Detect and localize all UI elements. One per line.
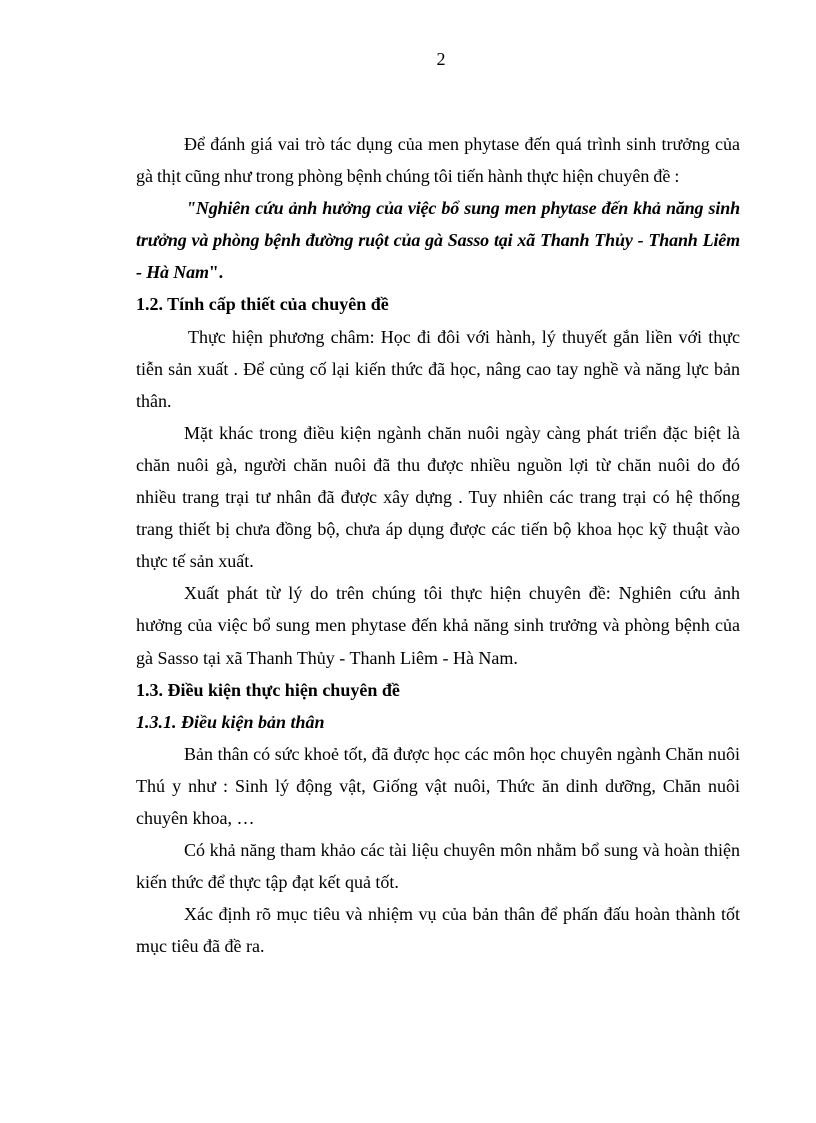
section-1-3-1-paragraph-2: Có khả năng tham khảo các tài liệu chuyên môn nhằm bổ sung và hoàn thiện kiến thức để thực tập đạt kết quả tốt.: [136, 840, 740, 893]
section-heading-1-2: 1.2. Tính cấp thiết của chuyên đề: [136, 294, 389, 315]
subsection-heading-1-3-1: 1.3.1. Điều kiện bản thân: [136, 711, 325, 732]
section-1-2-paragraph-2: Mặt khác trong điều kiện ngành chăn nuôi ngày càng phát triển đặc biệt là chăn nuôi gà, người chăn nuôi đã thu được nhiều nguồn lợi từ chăn nuôi do đó nhiều trang trại tư nhân đã được xây dựng . Tuy nhiên các trang trại có hệ thống trang thiết bị chưa đồng bộ, chưa áp dụng được các tiến bộ khoa học kỹ thuật vào thực tế sản xuất.: [136, 422, 740, 572]
section-heading-1-3: 1.3. Điều kiện thực hiện chuyên đề: [136, 679, 400, 700]
section-1-3-1-paragraph-1: Bản thân có sức khoẻ tốt, đã được học các môn học chuyên ngành Chăn nuôi Thú y như : Sinh lý động vật, Giống vật nuôi, Thức ăn dinh dưỡng, Chăn nuôi chuyên khoa, …: [136, 743, 740, 828]
page-number: 2: [436, 49, 446, 69]
section-1-3-1-paragraph-3: Xác định rõ mục tiêu và nhiệm vụ của bản thân để phấn đấu hoàn thành tốt mục tiêu đã đề ra.: [136, 904, 740, 957]
intro-paragraph: Để đánh giá vai trò tác dụng của men phytase đến quá trình sinh trưởng của gà thịt cũng như trong phòng bệnh chúng tôi tiến hành thực hiện chuyên đề :: [136, 134, 740, 187]
topic-title-text: "Nghiên cứu ảnh hưởng của việc bổ sung men phytase đến khả năng sinh trưởng và phòng bệnh đường ruột của gà Sasso tại xã Thanh Thủy - Thanh Liêm - Hà Nam: [136, 198, 740, 283]
topic-title: [136, 192, 740, 288]
topic-title-closing: ".: [208, 262, 223, 283]
document-body: [136, 128, 740, 962]
section-1-2-paragraph-1: Thực hiện phương châm: Học đi đôi với hành, lý thuyết gắn liền với thực tiễn sản xuất . Để củng cố lại kiến thức đã học, nâng cao tay nghề và năng lực bản thân.: [136, 326, 740, 411]
section-1-2-paragraph-3: Xuất phát từ lý do trên chúng tôi thực hiện chuyên đề: Nghiên cứu ảnh hưởng của việc bổ sung men phytase đến khả năng sinh trưởng và phòng bệnh của gà Sasso tại xã Thanh Thủy - Thanh Liêm - Hà Nam.: [136, 583, 740, 668]
